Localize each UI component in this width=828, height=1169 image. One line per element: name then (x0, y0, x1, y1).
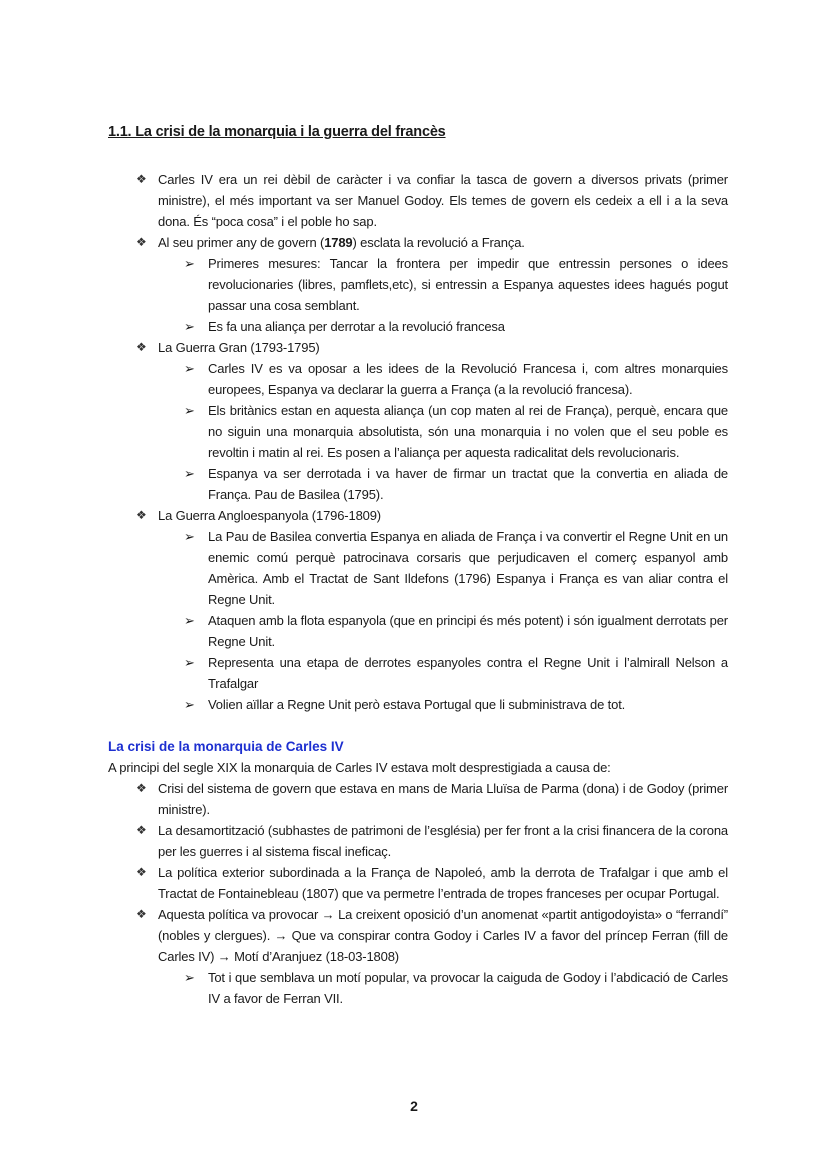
list-item-text: ) esclata la revolució a França. (352, 235, 525, 250)
list-item (108, 358, 728, 400)
list-item (108, 316, 728, 337)
list-item-text: La Pau de Basilea convertia Espanya en aliada de França i va convertir el Regne Unit en un enemic comú perquè patrocinava corsaris que perjudicaven el comerç espanyol amb Amèrica. Amb el Tractat de Sant Ildefons (1796) Espanya i França es van aliar contra el Regne Unit. (208, 529, 728, 607)
arrowhead-bullet-icon: ➢ (184, 361, 195, 376)
list-item (108, 694, 728, 715)
document-page (108, 122, 728, 1009)
diamond-bullet-icon: ❖ (136, 907, 147, 921)
list-item (108, 526, 728, 610)
list-item-text: Carles IV era un rei dèbil de caràcter i va confiar la tasca de govern a diversos privats (primer ministre), el més important va ser Manuel Godoy. Els temes de govern els cedeix a ell i a la seva dona. És “poca cosa” i el poble ho sap. (158, 172, 728, 229)
list-item (108, 862, 728, 904)
arrowhead-bullet-icon: ➢ (184, 319, 195, 334)
list-item-text: La desamortització (subhastes de patrimoni de l’església) per fer front a la crisi financera de la corona per les guerres i al sistema fiscal ineficaç. (158, 823, 728, 859)
list-item-text: Ataquen amb la flota espanyola (que en principi és més potent) i són igualment derrotats per Regne Unit. (208, 613, 728, 649)
diamond-bullet-icon: ❖ (136, 865, 147, 879)
list-item (108, 505, 728, 526)
arrowhead-bullet-icon: ➢ (184, 613, 195, 628)
list-item (108, 253, 728, 316)
list-item (108, 232, 728, 253)
section-2-list (108, 778, 728, 1009)
arrowhead-bullet-icon: ➢ (184, 529, 195, 544)
diamond-bullet-icon: ❖ (136, 508, 147, 522)
diamond-bullet-icon: ❖ (136, 235, 147, 249)
diamond-bullet-icon: ❖ (136, 823, 147, 837)
list-item-text: La Guerra Angloespanyola (1796-1809) (158, 508, 381, 523)
list-item-text: Carles IV es va oposar a les idees de la Revolució Francesa i, com altres monarquies europees, Espanya va declarar la guerra a França (a la revolució francesa). (208, 361, 728, 397)
arrowhead-bullet-icon: ➢ (184, 970, 195, 985)
list-item-text: Representa una etapa de derrotes espanyoles contra el Regne Unit i l’almirall Nelson a Trafalgar (208, 655, 728, 691)
intro-paragraph: A principi del segle XIX la monarquia de Carles IV estava molt desprestigiada a causa de: (108, 760, 611, 775)
list-item (108, 337, 728, 358)
list-item-text: Crisi del sistema de govern que estava en mans de Maria Lluïsa de Parma (dona) i de Godoy (primer ministre). (158, 781, 728, 817)
diamond-bullet-icon: ❖ (136, 781, 147, 795)
list-item (108, 169, 728, 232)
list-item-text: Tot i que semblava un motí popular, va provocar la caiguda de Godoy i l’abdicació de Carles IV a favor de Ferran VII. (208, 970, 728, 1006)
list-item-text: Volien aïllar a Regne Unit però estava Portugal que li subministrava de tot. (208, 697, 626, 712)
bold-year: 1789 (324, 235, 353, 250)
diamond-bullet-icon: ❖ (136, 340, 147, 354)
list-item (108, 652, 728, 694)
list-item (108, 610, 728, 652)
arrowhead-bullet-icon: ➢ (184, 256, 195, 271)
page-number: 2 (410, 1098, 418, 1114)
arrowhead-bullet-icon: ➢ (184, 466, 195, 481)
list-item-text: La Guerra Gran (1793-1795) (158, 340, 320, 355)
subheading: La crisi de la monarquia de Carles IV (108, 739, 344, 754)
list-item-text: Espanya va ser derrotada i va haver de firmar un tractat que la convertia en aliada de França. Pau de Basilea (1795). (208, 466, 728, 502)
list-item-text: Els britànics estan en aquesta aliança (un cop maten al rei de França), perquè, encara que no siguin una monarquia absolutista, són una monarquia i no volen que el seu poble es revoltin i matin al rei. Es posen a l’aliança per aquesta radicalitat dels revolucionaris. (208, 403, 728, 460)
list-item (108, 778, 728, 820)
list-item (108, 463, 728, 505)
arrowhead-bullet-icon: ➢ (184, 655, 195, 670)
list-item-text: Al seu primer any de govern ( (158, 235, 325, 250)
list-item-text: Es fa una aliança per derrotar a la revolució francesa (208, 319, 505, 334)
list-item (108, 400, 728, 463)
diamond-bullet-icon: ❖ (136, 172, 147, 186)
list-item-text: Aquesta política va provocar → La creixent oposició d’un anomenat «partit antigodoyista» o “ferrandí” (nobles y clergues). → Que va conspirar contra Godoy i Carles IV a favor del príncep Ferran (fill de Carles IV) → Motí d’Aranjuez (18-03-1808) (158, 907, 728, 964)
arrowhead-bullet-icon: ➢ (184, 697, 195, 712)
section-title: 1.1. La crisi de la monarquia i la guerra del francès (108, 124, 446, 140)
list-item-text: La política exterior subordinada a la França de Napoleó, amb la derrota de Trafalgar i que amb el Tractat de Fontainebleau (1807) que va permetre l’entrada de tropes franceses per ocupar Portugal. (158, 865, 728, 901)
arrowhead-bullet-icon: ➢ (184, 403, 195, 418)
list-item (108, 967, 728, 1009)
list-item (108, 820, 728, 862)
list-item (108, 904, 728, 967)
section-1-list (108, 169, 728, 715)
list-item-text: Primeres mesures: Tancar la frontera per impedir que entressin persones o idees revolucionaries (libres, pamflets,etc), si entressin a Espanya aquestes idees hagués pogut passar una cosa semblant. (208, 256, 728, 313)
